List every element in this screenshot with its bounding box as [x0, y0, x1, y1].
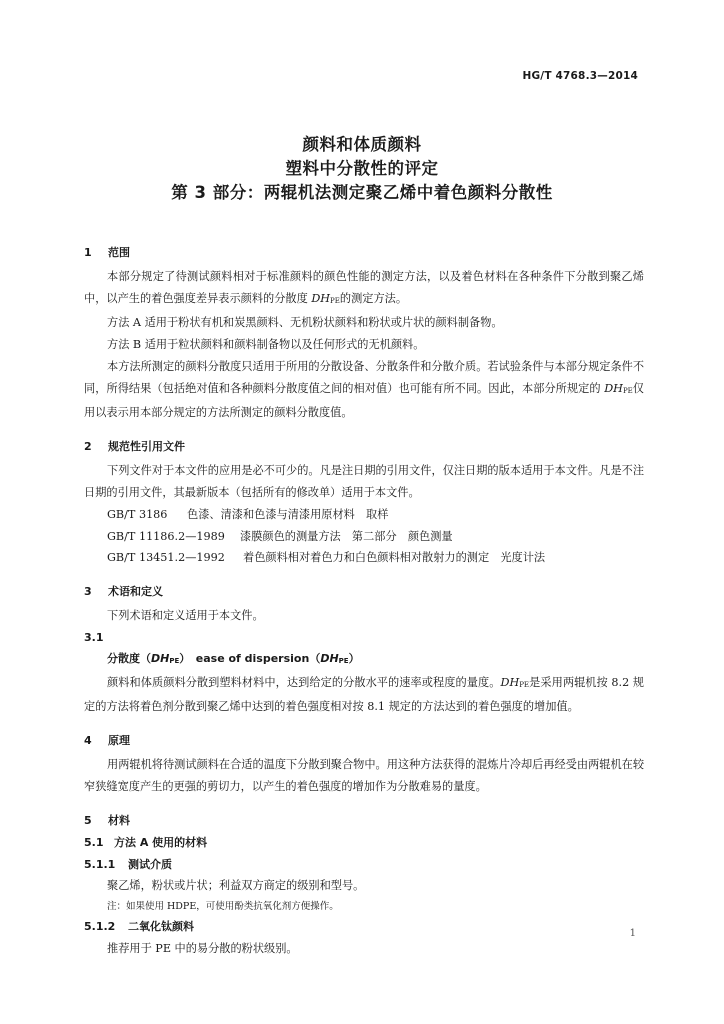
- clause-5-1-1-heading: 5.1.1 测试介质: [84, 857, 172, 871]
- clause-3-1-number: 3.1: [84, 630, 104, 644]
- section-4-para-1: 用两辊机将待测试颜料在合适的温度下分散到聚合物中。用这种方法获得的混炼片冷却后再经受由两辊机在较窄狭缝宽度产生的更强的剪切力，以产生的着色强度的增加作为分散难易的量度。: [84, 758, 645, 793]
- page-number: 1: [629, 928, 636, 939]
- term-definition: 颜料和体质颜料分散到塑料材料中，达到给定的分散水平的速率或程度的量度。DHPE是采用两辊机按 8.2 规定的方法将着色剂分散到聚乙烯中达到的着色强度相对按 8.1 规定的方法达到的着色强度的增加值。: [84, 676, 644, 713]
- note: 注：如果使用 HDPE，可使用酚类抗氧化剂方便操作。: [107, 901, 339, 912]
- clause-5-1-1-text: 聚乙烯，粉状或片状；利益双方商定的级别和型号。: [107, 879, 365, 892]
- clause-5-1-2-heading: 5.1.2 二氧化钛颜料: [84, 920, 194, 933]
- title-line-1: 颜料和体质颜料: [302, 135, 422, 154]
- section-4-heading: 4 原理: [84, 734, 130, 747]
- section-3-para-1: 下列术语和定义适用于本文件。: [107, 608, 264, 622]
- document-title: [0, 133, 724, 205]
- section-2-heading: 2 规范性引用文件: [84, 440, 185, 453]
- title-line-3: 第 3 部分：两辊机法测定聚乙烯中着色颜料分散性: [171, 183, 553, 202]
- section-5-heading: 5 材料: [84, 814, 130, 827]
- section-1-para-3: 方法 B 适用于粒状颜料和颜料制备物以及任何形式的无机颜料。: [107, 338, 425, 351]
- section-1-heading: 1 范围: [84, 246, 130, 259]
- section-1-para-2: 方法 A 适用于粉状有机和炭黑颜料、无机粉状颜料和粉状或片状的颜料制备物。: [107, 316, 503, 329]
- reference-item: GB/T 11186.2—1989 漆膜颜色的测量方法 第二部分 颜色测量: [107, 529, 453, 543]
- section-3-heading: 3 术语和定义: [84, 584, 163, 598]
- document-body: [84, 244, 644, 960]
- title-line-2: 塑料中分散性的评定: [285, 159, 439, 178]
- reference-item: GB/T 13451.2—1992 着色颜料相对着色力和白色颜料相对散射力的测定 光度计法: [107, 551, 546, 564]
- reference-item: GB/T 3186 色漆、清漆和色漆与清漆用原材料 取样: [107, 508, 389, 521]
- clause-5-1-heading: 5.1 方法 A 使用的材料: [84, 836, 208, 849]
- section-2-para-1: 下列文件对于本文件的应用是必不可少的。凡是注日期的引用文件，仅注日期的版本适用于本文件。凡是不注日期的引用文件，其最新版本（包括所有的修改单）适用于本文件。: [84, 464, 645, 499]
- term-ease-of-dispersion: 分散度（DHPE） ease of dispersion（DHPE）: [107, 652, 360, 665]
- clause-5-1-2-text: 推荐用于 PE 中的易分散的粉状级别。: [107, 941, 298, 955]
- section-1-para-4: 本方法所测定的颜料分散度只适用于所用的分散设备、分散条件和分散介质。若试验条件与本部分规定条件不同，所得结果（包括绝对值和各种颜料分散度值之间的相对值）也可能有所不同。因此，本部分所规定的 DHPE仅用以表示用本部分规定的方法所测定的颜料分散度值。: [84, 360, 645, 419]
- standard-code: HG/T 4768.3—2014: [522, 70, 638, 82]
- section-1-para-1: 本部分规定了待测试颜料相对于标准颜料的颜色性能的测定方法，以及着色材料在各种条件下分散到聚乙烯中，以产生的着色强度差异表示颜料的分散度 DHPE的测定方法。: [84, 270, 644, 305]
